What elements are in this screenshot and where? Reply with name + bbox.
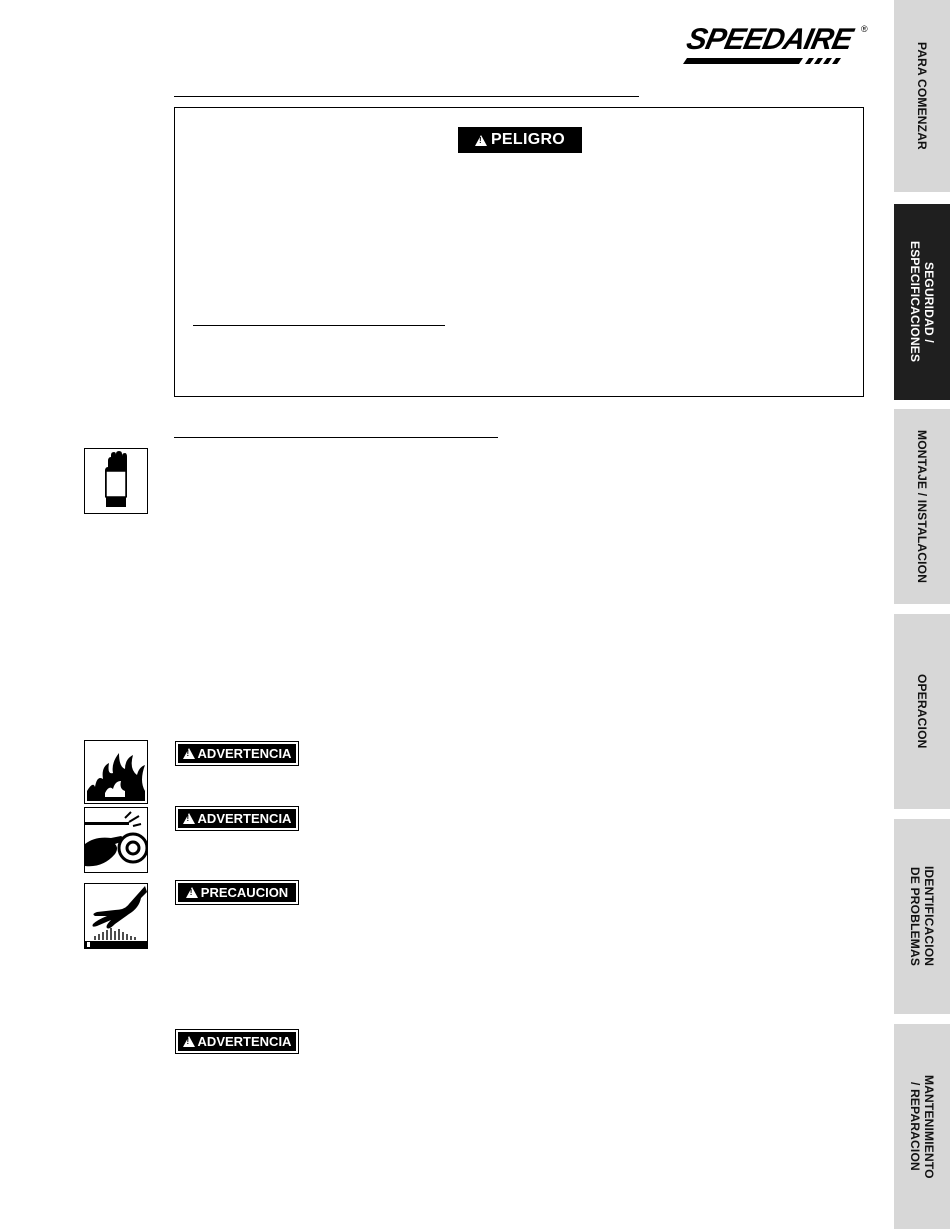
advertencia-badge-final (175, 1029, 299, 1054)
tab-label: MANTENIMIENTO / REPARACION (908, 1074, 936, 1179)
advertencia-badge-rotating (175, 806, 299, 831)
tab-label: SEGURIDAD / ESPECIFICACIONES (908, 241, 936, 363)
tab-seguridad-especificaciones[interactable] (894, 204, 950, 400)
warning-triangle-icon (186, 887, 198, 898)
tab-label: IDENTIFICACION DE PROBLEMAS (908, 866, 936, 967)
registered-mark: ® (861, 24, 868, 34)
brand-wordmark: SPEEDAIRE (683, 23, 856, 56)
tab-para-comenzar[interactable] (894, 0, 950, 192)
advertencia-label: ADVERTENCIA (197, 811, 292, 826)
warning-triangle-icon (183, 813, 195, 824)
tab-label: PARA COMENZAR (915, 42, 929, 150)
speedaire-logo (683, 24, 873, 66)
precaucion-label: PRECAUCION (200, 885, 289, 900)
subsection-heading-rule (174, 437, 498, 438)
tab-operacion[interactable] (894, 614, 950, 809)
fire-icon (85, 741, 147, 803)
section-heading-rule (174, 96, 639, 97)
gloves-pictogram (84, 448, 148, 514)
advertencia-badge-fire (175, 741, 299, 766)
tab-montaje-instalacion[interactable] (894, 409, 950, 604)
warning-triangle-icon (183, 748, 195, 759)
tab-label: OPERACION (915, 674, 929, 749)
hot-surface-pictogram (84, 883, 148, 949)
peligro-badge (458, 127, 582, 153)
precaucion-badge (175, 880, 299, 905)
danger-subheading-rule (193, 325, 445, 326)
tab-mantenimiento-reparacion[interactable] (894, 1024, 950, 1229)
hot-surface-icon (85, 884, 147, 948)
rotating-parts-icon (85, 808, 147, 872)
warning-triangle-icon (475, 135, 487, 146)
tab-identificacion-problemas[interactable] (894, 819, 950, 1014)
logo-stripes (683, 58, 853, 64)
tab-label: MONTAJE / INSTALACION (915, 429, 929, 584)
rotating-parts-pictogram (84, 807, 148, 873)
gloves-icon (85, 449, 147, 513)
warning-triangle-icon (183, 1036, 195, 1047)
peligro-label: PELIGRO (490, 131, 566, 148)
fire-pictogram (84, 740, 148, 804)
advertencia-label: ADVERTENCIA (197, 746, 292, 761)
advertencia-label: ADVERTENCIA (197, 1034, 292, 1049)
